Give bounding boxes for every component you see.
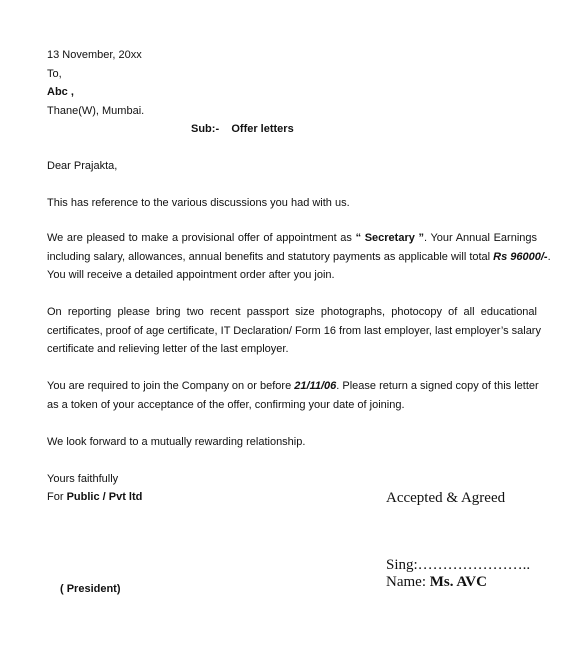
para-offer-text-2b: .	[547, 250, 551, 263]
recipient-name	[47, 85, 74, 99]
signatory-title-text: ( President)	[60, 583, 121, 595]
signoff: Yours faithfully	[47, 473, 119, 485]
company-line	[47, 490, 142, 504]
company-name: Public / Pvt ltd	[66, 491, 143, 503]
para-join	[47, 377, 537, 414]
para-offer-text-2a: including salary, allowances, annual benefits and statutory payments as applicable will total	[47, 250, 494, 263]
para-reporting	[47, 303, 541, 359]
subject-prefix: Sub:-	[191, 123, 220, 135]
subject-text: Offer letters	[231, 123, 294, 135]
para-reporting-line-3: certificate and relieving letter of the last employer.	[47, 343, 289, 355]
signature-line: Sing:…………………..	[386, 557, 531, 573]
signatory-title	[60, 582, 121, 596]
para-closing: We look forward to a mutually rewarding relationship.	[47, 436, 306, 448]
to-label: To,	[47, 68, 62, 80]
para-reference: This has reference to the various discussions you had with us.	[47, 197, 350, 209]
name-prefix: Name:	[386, 574, 430, 590]
para-offer-line-1	[47, 229, 537, 248]
salary-amount: Rs 96000/-	[493, 250, 548, 263]
letter-date: 13 November, 20xx	[47, 49, 142, 61]
joining-date: 21/11/06	[294, 380, 337, 392]
name-line	[386, 574, 487, 591]
para-offer-line-2	[47, 248, 551, 267]
para-join-text-1a: You are required to join the Company on or before	[47, 380, 295, 392]
para-join-text-1b: . Please return a signed copy of this letter	[336, 380, 539, 392]
company-prefix: For	[47, 491, 67, 503]
accepted-agreed: Accepted & Agreed	[386, 490, 506, 506]
para-reporting-line-2: certificates, proof of age certificate, IT Declaration/ Form 16 from last employer, last employer’s salary	[47, 324, 541, 337]
para-offer-text-1b: . Your Annual Earnings	[423, 232, 537, 244]
recipient-address: Thane(W), Mumbai.	[47, 105, 145, 117]
para-offer	[47, 229, 551, 285]
para-offer-text-1a: We are pleased to make a provisional offer of appointment as	[47, 232, 356, 244]
para-join-line-1	[47, 377, 537, 396]
para-join-line-2: as a token of your acceptance of the offer, confirming your date of joining.	[47, 398, 405, 411]
subject-line	[191, 122, 294, 136]
recipient-name-text: Abc ,	[47, 86, 74, 98]
para-reporting-line-1: On reporting please bring two recent passport size photographs, photocopy of all educational	[47, 306, 537, 318]
para-offer-line-3: You will receive a detailed appointment order after you join.	[47, 269, 335, 281]
salutation: Dear Prajakta,	[47, 160, 118, 172]
name-value: Ms. AVC	[429, 574, 487, 590]
job-role: “ Secretary ”	[355, 232, 424, 244]
